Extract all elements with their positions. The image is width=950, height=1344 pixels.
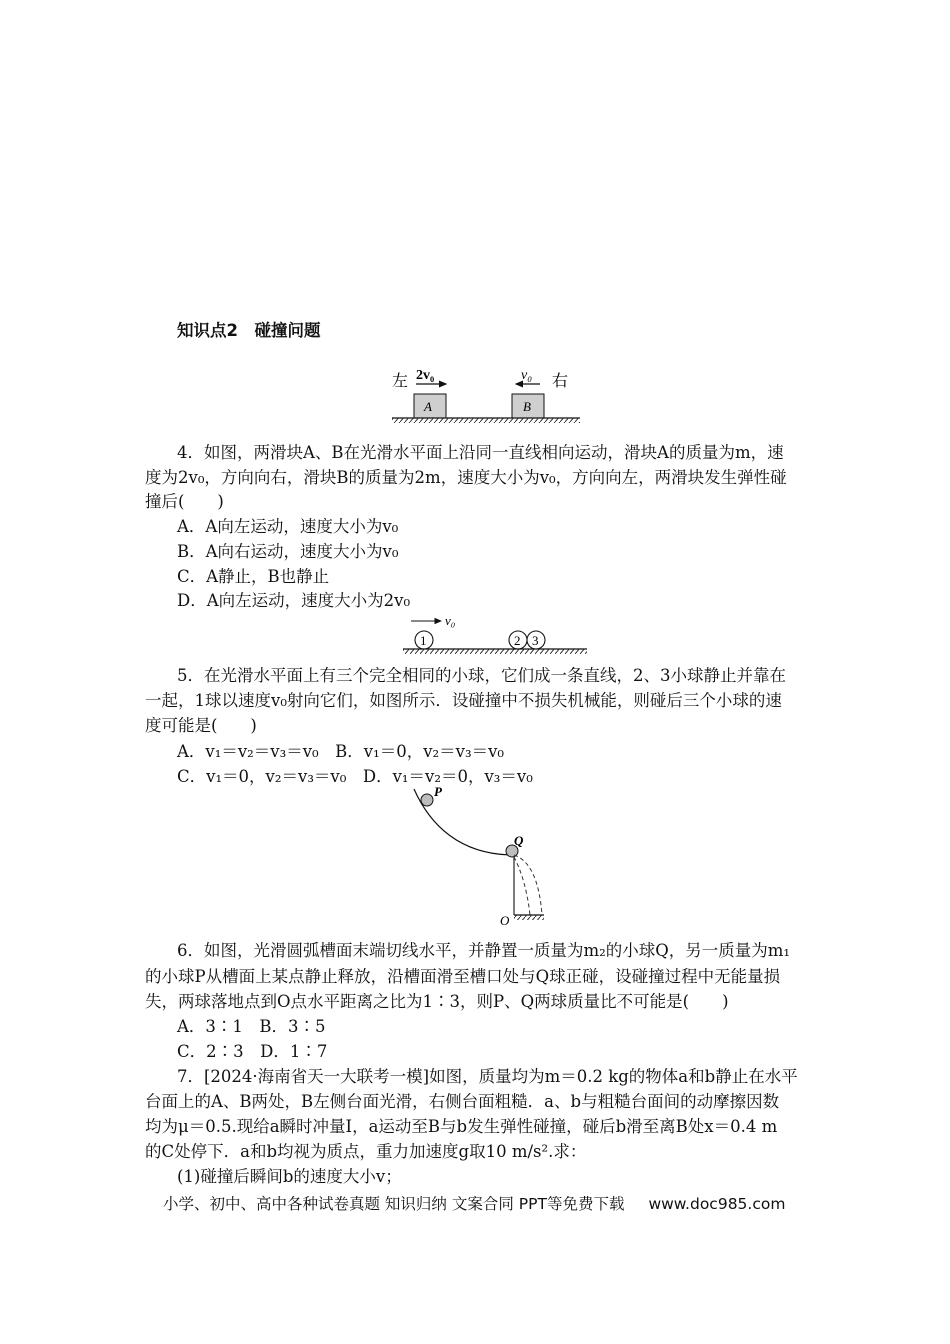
q4-option-d: D．A向左运动，速度大小为2v₀ [177, 591, 411, 610]
q5-line-2: 一起，1球以速度v₀射向它们，如图所示．设碰撞中不损失机械能，则碰后三个小球的速 [145, 691, 782, 710]
block-a-label: A [424, 399, 432, 414]
q4-line-1: 4．如图，两滑块A、B在光滑水平面上沿同一直线相向运动，滑块A的质量为m，速 [177, 443, 784, 462]
figure-arc-groove [410, 785, 550, 927]
label-q: Q [514, 833, 524, 848]
q6-line-3: 失，两球落地点到O点水平距离之比为1∶3，则P、Q两球质量比不可能是( ) [145, 992, 729, 1011]
q7-sub-1: (1)碰撞后瞬间b的速度大小v； [177, 1167, 402, 1186]
q5-options-ab: A．v₁＝v₂＝v₃＝v₀ B．v₁＝0，v₂＝v₃＝v₀ [177, 742, 505, 761]
q4-option-b: B．A向右运动，速度大小为v₀ [177, 542, 399, 561]
section-heading: 知识点2 碰撞问题 [177, 321, 321, 340]
ground-hatch-2 [403, 649, 587, 654]
q6-options-cd: C．2∶3 D．1∶7 [177, 1042, 328, 1061]
label-o: O [500, 913, 510, 928]
q6-line-2: 的小球P从槽面上某点静止释放，沿槽面滑至槽口处与Q球正碰，设碰撞过程中无能量损 [145, 967, 781, 986]
q5-line-1: 5．在光滑水平面上有三个完全相同的小球，它们成一条直线，2、3小球静止并靠在 [177, 666, 786, 685]
q4-line-2: 度为2v₀，方向向右，滑块B的质量为2m，速度大小为v₀，方向向左，两滑块发生弹性碰 [145, 468, 787, 487]
q6-options-ab: A．3∶1 B．3∶5 [177, 1017, 326, 1036]
figure-three-balls [395, 612, 595, 657]
velocity-label: v₀ [445, 613, 456, 628]
ground-hatch [392, 418, 580, 423]
footer-text: 小学、初中、高中各种试卷真题 知识归纳 文案合同 PPT等免费下载 [163, 1195, 625, 1213]
ball-2-label: 2 [514, 633, 521, 648]
ball-3-label: 3 [532, 633, 539, 648]
q4-option-c: C．A静止，B也静止 [177, 567, 330, 586]
velocity-a-label: 2v₀ [416, 368, 435, 383]
ball-p [421, 794, 433, 806]
block-b-label: B [523, 399, 531, 414]
q5-options-cd: C．v₁＝0，v₂＝v₃＝v₀ D．v₁＝v₂＝0，v₃＝v₀ [177, 767, 533, 786]
q7-line-2: 台面上的A、B两处，B左侧台面光滑，右侧台面粗糙．a、b与粗糙台面间的动摩擦因数 [145, 1092, 780, 1111]
trajectory-far [514, 855, 542, 915]
q4-line-3: 撞后( ) [145, 492, 224, 511]
q7-line-4: 的C处停下．a和b均视为质点，重力加速度g取10 m/s².求： [145, 1142, 587, 1161]
q4-option-a: A．A向左运动，速度大小为v₀ [177, 517, 399, 536]
footer-url[interactable]: www.doc985.com [648, 1195, 786, 1213]
figure-two-blocks [380, 362, 590, 424]
velocity-b-label: v₀ [521, 368, 533, 383]
q6-line-1: 6．如图，光滑圆弧槽面末端切线水平，并静置一质量为m₂的小球Q，另一质量为m₁ [177, 941, 791, 960]
q5-line-3: 度可能是( ) [145, 716, 257, 735]
label-p: P [434, 784, 442, 799]
ground-hatch-3 [514, 915, 544, 920]
q7-line-3: 均为μ＝0.5.现给a瞬时冲量I，a运动至B与b发生弹性碰撞，碰后b滑至离B处x＝0.4 m [145, 1117, 778, 1136]
footer [163, 1192, 785, 1214]
ball-1-label: 1 [420, 633, 427, 648]
label-right: 右 [552, 373, 569, 390]
q7-line-1: 7．[2024·海南省天一大联考一模]如图，质量均为m＝0.2 kg的物体a和b静止在水平 [177, 1067, 798, 1086]
label-left: 左 [392, 373, 409, 390]
